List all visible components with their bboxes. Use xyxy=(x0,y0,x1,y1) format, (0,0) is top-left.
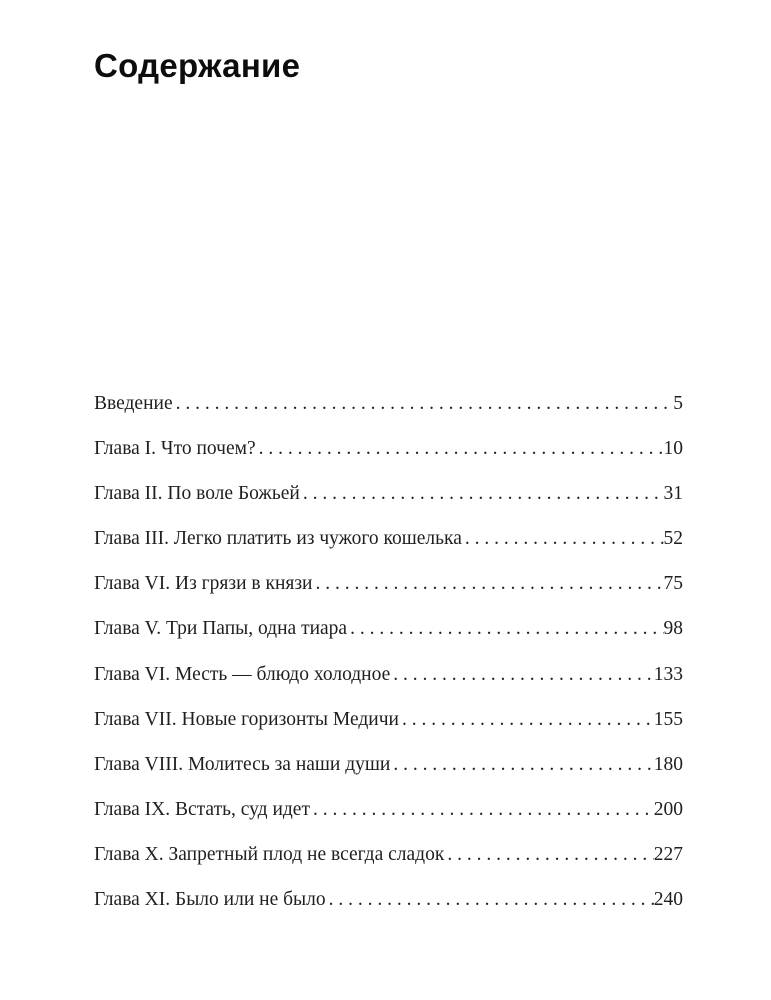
toc-entry-title: Глава XI. Было или не было xyxy=(94,889,326,911)
toc-entry-title: Глава III. Легко платить из чужого кошелька xyxy=(94,528,462,550)
toc-dot-leader xyxy=(326,877,654,922)
toc-page-number: 31 xyxy=(663,483,683,505)
toc-entry xyxy=(94,516,683,561)
toc-page-number: 227 xyxy=(653,843,683,865)
toc-dot-leader xyxy=(300,471,664,516)
toc-entry xyxy=(94,561,683,606)
toc-entry-title: Глава VIII. Молитесь за наши души xyxy=(94,753,391,775)
page-title: Содержание xyxy=(94,47,301,84)
toc-page-number: 200 xyxy=(653,798,683,820)
toc-entry xyxy=(94,832,683,877)
toc-entry-title: Введение xyxy=(94,393,173,414)
toc-entry xyxy=(94,787,683,832)
toc-entry xyxy=(94,742,683,787)
toc-entry xyxy=(94,426,683,471)
toc-entry-title: Глава V. Три Папы, одна тиара xyxy=(94,618,348,640)
toc-dot-leader xyxy=(313,561,664,606)
toc-entry xyxy=(94,877,683,922)
toc-dot-leader xyxy=(390,652,653,697)
toc-entry xyxy=(94,381,683,426)
toc-dot-leader xyxy=(399,697,654,742)
toc-dot-leader xyxy=(390,742,653,787)
toc-entry xyxy=(94,652,683,697)
toc-page-number: 52 xyxy=(663,528,683,550)
toc-dot-leader xyxy=(256,426,664,471)
toc-page-number: 10 xyxy=(663,438,683,460)
toc-page-number: 155 xyxy=(653,708,683,730)
table-of-contents xyxy=(94,381,683,922)
toc-page-number: 98 xyxy=(663,618,683,640)
toc-entry xyxy=(94,606,683,651)
toc-dot-leader xyxy=(310,787,654,832)
toc-entry-title: Глава VI. Из грязи в князи xyxy=(94,573,313,595)
toc-entry xyxy=(94,471,683,516)
toc-page-number: 75 xyxy=(663,573,683,595)
toc-entry-title: Глава IX. Встать, суд идет xyxy=(94,798,310,820)
toc-entry-title: Глава II. По воле Божьей xyxy=(94,483,300,505)
toc-entry-title: Глава VII. Новые горизонты Медичи xyxy=(94,708,399,730)
toc-entry-title: Глава I. Что почем? xyxy=(94,438,256,460)
toc-dot-leader xyxy=(462,516,664,561)
toc-page-number: 180 xyxy=(653,753,683,775)
toc-page-number: 133 xyxy=(653,663,683,685)
toc-dot-leader xyxy=(444,832,653,877)
toc-entry xyxy=(94,697,683,742)
toc-page-number: 240 xyxy=(653,889,683,911)
toc-dot-leader xyxy=(347,606,663,651)
toc-page-number: 5 xyxy=(673,393,683,414)
toc-entry-title: Глава VI. Месть — блюдо холодное xyxy=(94,663,391,685)
toc-dot-leader xyxy=(173,381,674,426)
toc-entry-title: Глава X. Запретный плод не всегда сладок xyxy=(94,843,445,865)
